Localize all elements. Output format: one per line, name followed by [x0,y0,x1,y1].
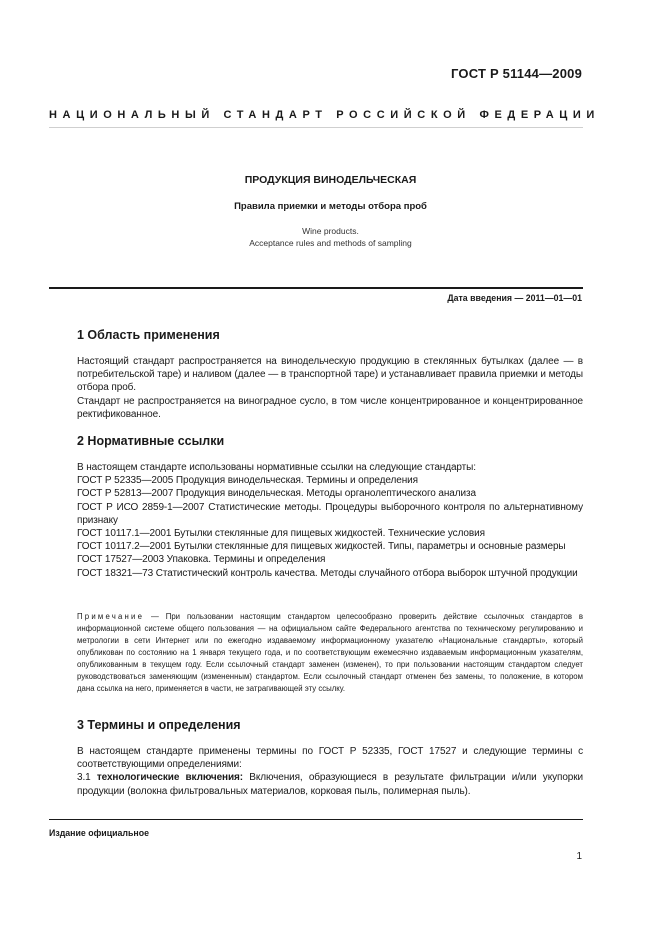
normative-reference: ГОСТ 10117.1—2001 Бутылки стеклянные для пищевых жидкостей. Технические условия [77,528,485,540]
section-1-paragraph-2: Стандарт не распространяется на виноградное сусло, в том числе концентрированное и концентрированное ректификованное. [77,395,583,420]
footer-divider [49,819,583,820]
official-edition-label: Издание официальное [49,828,149,838]
section-3-body [49,745,583,798]
english-title [0,225,661,249]
section-3-intro: В настоящем стандарте применены термины по ГОСТ Р 52335, ГОСТ 17527 и следующие термины с соответствующими определениями: [77,746,583,771]
term-definition [49,771,583,797]
document-subtitle: Правила приемки и методы отбора проб [234,201,427,212]
national-standard-title: НАЦИОНАЛЬНЫЙ СТАНДАРТ РОССИЙСКОЙ ФЕДЕРАЦИИ [49,109,600,121]
document-title: ПРОДУКЦИЯ ВИНОДЕЛЬЧЕСКАЯ [244,174,417,186]
term-number: 3.1 [77,772,91,784]
english-title-line-1: Wine products. [302,226,359,236]
normative-reference: ГОСТ 10117.2—2001 Бутылки стеклянные для пищевых жидкостей. Типы, параметры и основные размеры [77,541,566,553]
normative-reference: ГОСТ Р 52813—2007 Продукция винодельческая. Методы органолептического анализа [77,488,476,500]
normative-reference: ГОСТ Р ИСО 2859-1—2007 Статистические методы. Процедуры выборочного контроля по альтернативному признаку [77,501,583,526]
note-label: Примечание [77,612,145,621]
english-title-line-2: Acceptance rules and methods of sampling [249,238,412,248]
section-1-body [49,355,583,421]
section-3-heading: 3 Термины и определения [77,718,241,732]
section-2-intro: В настоящем стандарте использованы нормативные ссылки на следующие стандарты: [77,462,476,473]
term-definition-text: Включения, образующиеся в результате фильтрации и/или укупорки продукции (волокна фильтровальных материалов, корковая пыль, полимерная пыль). [77,772,583,797]
note-text: — При пользовании настоящим стандартом целесообразно проверить действие ссылочных стандартов в информационной системе общего пользования — на официальном сайте Федерального агентства по техническому регулированию и метрологии в сети Интернет или по ежегодно издаваемому информационному указателю «Национальные стандарты», который опубликован по состоянию на 1 января текущего года, и по соответствующим ежемесячно издаваемым информационным указателям, опубликованным в текущем году. Если ссылочный стандарт заменен (изменен), то при пользовании настоящим стандартом следует руководствоваться заменяющим (измененным) стандартом. Если ссылочный стандарт отменен без замены, то положение, в котором дана ссылка на него, применяется в части, не затрагивающей эту ссылку. [77,612,584,693]
normative-reference: ГОСТ 17527—2003 Упаковка. Термины и определения [77,554,326,566]
top-divider [49,127,583,128]
section-1-heading: 1 Область применения [77,328,220,342]
introduction-date: Дата введения — 2011—01—01 [447,293,582,303]
section-2-heading: 2 Нормативные ссылки [77,434,225,448]
normative-reference: ГОСТ Р 52335—2005 Продукция винодельческая. Термины и определения [77,475,418,487]
gost-number: ГОСТ Р 51144—2009 [451,66,582,81]
section-2-note [49,611,583,695]
normative-reference: ГОСТ 18321—73 Статистический контроль качества. Методы случайного отбора выборок штучной продукции [77,567,578,579]
term-name: технологические включения: [96,772,244,784]
page-number: 1 [576,851,582,862]
title-divider [49,287,583,289]
section-1-paragraph-1: Настоящий стандарт распространяется на винодельческую продукцию в стеклянных бутылках (далее — в потребительской таре) и наливом (далее — в транспортной таре) и устанавливает правила приемки и методы отбора проб. [77,356,583,394]
section-2-body [49,461,583,580]
